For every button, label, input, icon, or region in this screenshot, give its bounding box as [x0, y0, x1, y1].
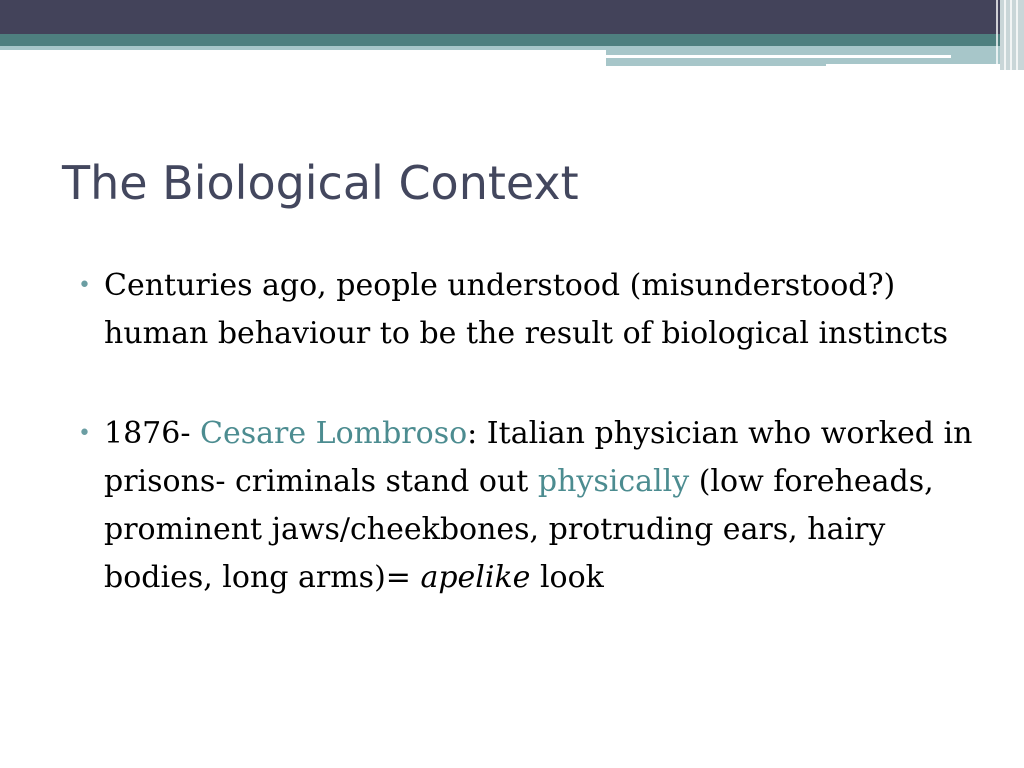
bullet-text: look	[530, 560, 604, 595]
highlighted-word: physically	[537, 464, 690, 499]
header-band-line	[826, 64, 1000, 66]
header-band-light	[0, 46, 606, 50]
corner-stripe	[1004, 0, 1006, 70]
header-corner-stripes	[992, 0, 1024, 70]
bullet-item	[78, 410, 978, 602]
italic-word: apelike	[420, 560, 531, 595]
header-band-teal	[0, 34, 1024, 46]
bullet-list	[78, 262, 978, 602]
bullet-prefix: 1876-	[104, 416, 201, 451]
slide-title: The Biological Context	[62, 156, 579, 210]
corner-stripe	[1010, 0, 1012, 70]
header-band-line	[606, 55, 951, 58]
bullet-item	[78, 262, 978, 358]
bullet-text: : Italian physician who worked in prisons- criminals stand out	[104, 416, 973, 499]
header-band-dark	[0, 0, 1024, 34]
bullet-text: Centuries ago, people understood (misunderstood?) human behaviour to be the result of biological instincts	[104, 268, 948, 351]
bullet-dot-icon: •	[78, 273, 91, 298]
bullet-text: (low foreheads, prominent jaws/cheekbones, protruding ears, hairy bodies, long arms)=	[104, 464, 934, 595]
corner-stripe	[996, 0, 998, 70]
highlighted-name: Cesare Lombroso	[200, 416, 468, 451]
bullet-dot-icon: •	[78, 421, 91, 446]
corner-stripe	[1016, 0, 1018, 70]
